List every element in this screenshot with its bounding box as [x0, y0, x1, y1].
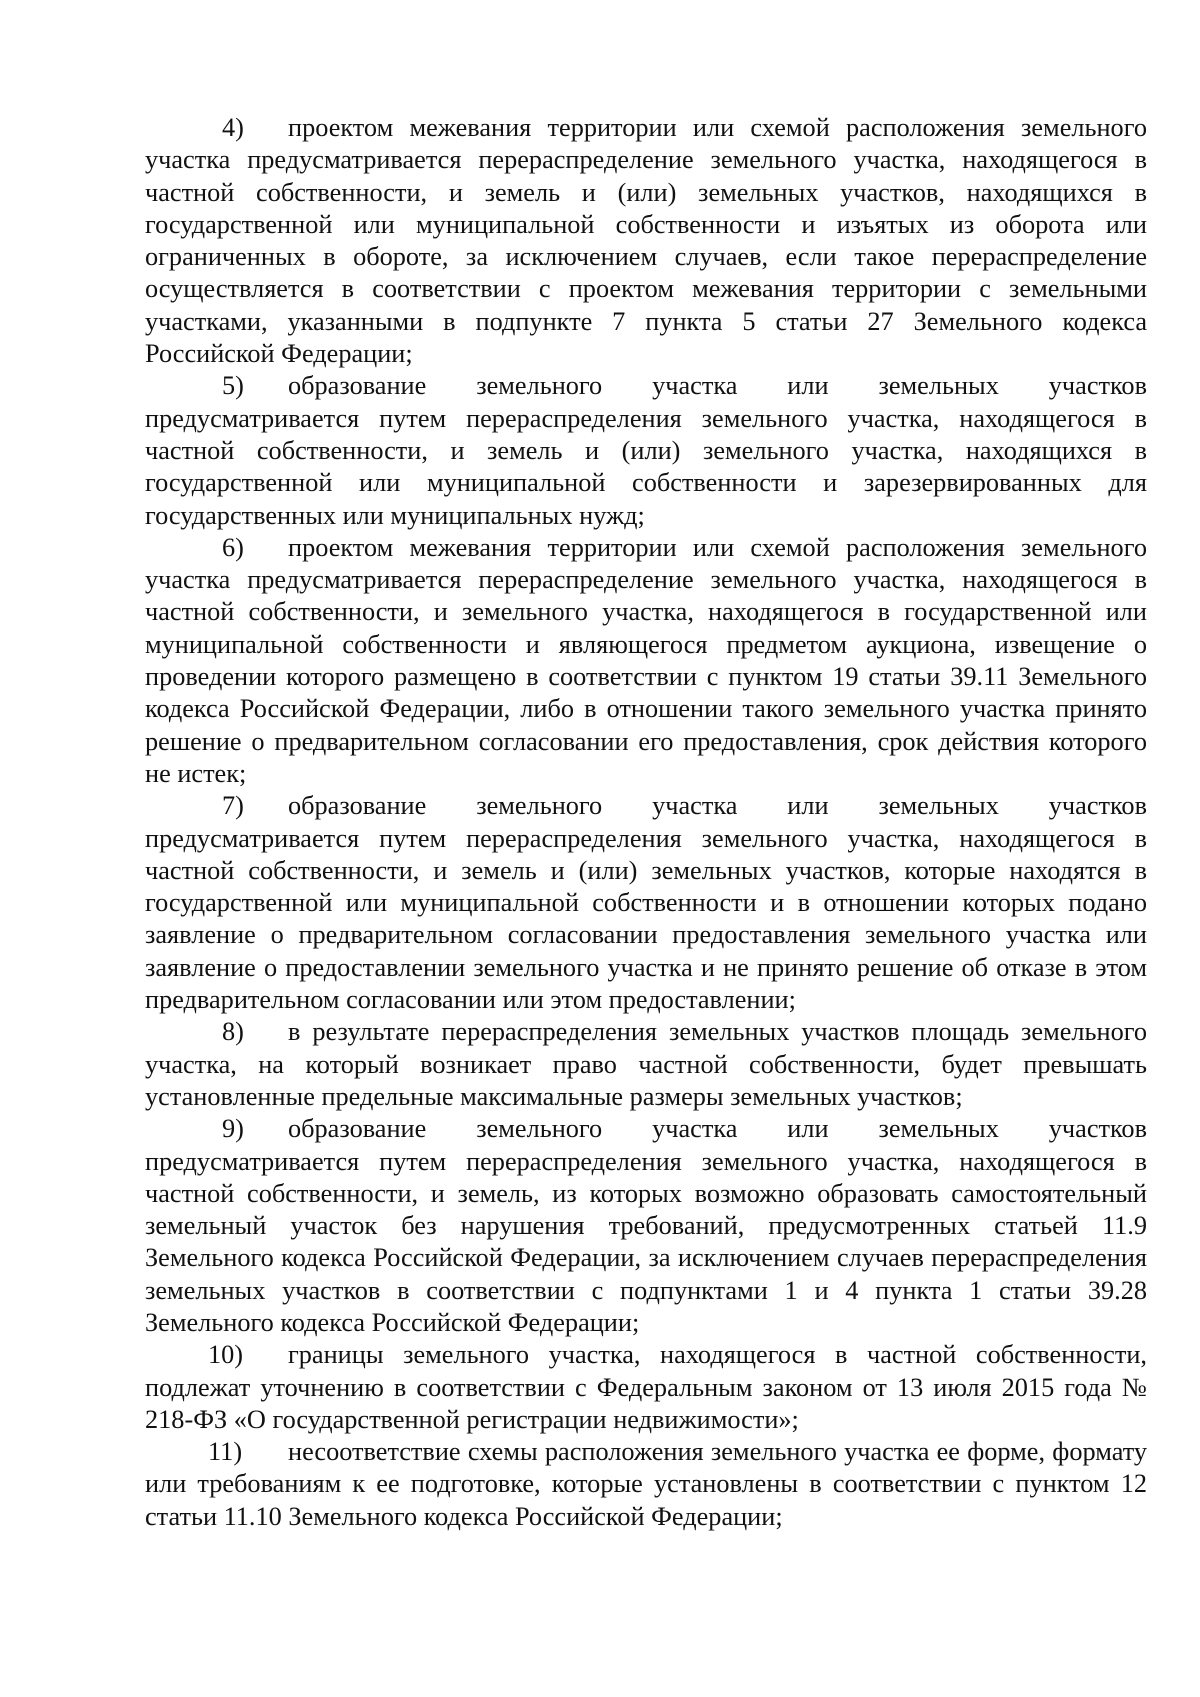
item-text: образование земельного участка или земельных участков предусматривается путем перераспределения земельного участка, находящегося в частной собственности, и земель и (или) земельного участка, находящихся в государственной или муниципальной собственности и зарезервированных для государственных или муниципальных нужд;: [145, 371, 1147, 530]
list-item-9: [145, 1113, 1147, 1339]
list-item-5: [145, 370, 1147, 531]
item-text: проектом межевания территории или схемой расположения земельного участка предусматривается перераспределение земельного участка, находящегося в частной собственности, и земельного участка, находящегося в государственной или муниципальной собственности и являющегося предметом аукциона, извещение о проведении которого размещено в соответствии с пунктом 19 статьи 39.11 Земельного кодекса Российской Федерации, либо в отношении такого земельного участка принято решение о предварительном согласовании его предоставления, срок действия которого не истек;: [145, 532, 1147, 788]
item-number: 8): [222, 1017, 244, 1047]
list-item-4: [145, 112, 1147, 370]
item-text: границы земельного участка, находящегося в частной собственности, подлежат уточнению в соответствии с Федеральным законом от 13 июля 2015 года № 218-ФЗ «О государственной регистрации недвижимости»;: [145, 1340, 1147, 1434]
item-number: 11): [208, 1437, 243, 1467]
item-number: 6): [222, 532, 244, 562]
list-item-6: [145, 532, 1147, 790]
item-number: 9): [222, 1114, 244, 1144]
item-number: 4): [222, 113, 244, 142]
item-number: 5): [222, 371, 244, 401]
list-item-10: [145, 1339, 1147, 1436]
list-item-7: [145, 790, 1147, 1016]
item-text: в результате перераспределения земельных участков площадь земельного участка, на который возникает право частной собственности, будет превышать установленные предельные максимальные размеры земельных участков;: [145, 1017, 1147, 1111]
item-text: образование земельного участка или земельных участков предусматривается путем перераспределения земельного участка, находящегося в частной собственности, и земель, из которых возможно образовать самостоятельный земельный участок без нарушения требований, предусмотренных статьей 11.9 Земельного кодекса Российской Федерации, за исключением случаев перераспределения земельных участков в соответствии с подпунктами 1 и 4 пункта 1 статьи 39.28 Земельного кодекса Российской Федерации;: [145, 1114, 1147, 1337]
list-item-8: [145, 1016, 1147, 1113]
list-item-11: [145, 1436, 1147, 1533]
item-number: 10): [208, 1340, 244, 1370]
document-page: [145, 112, 1147, 1533]
item-text: несоответствие схемы расположения земельного участка ее форме, формату или требованиям к ее подготовке, которые установлены в соответствии с пунктом 12 статьи 11.10 Земельного кодекса Российской Федерации;: [145, 1437, 1147, 1531]
item-number: 7): [222, 791, 244, 821]
item-text: образование земельного участка или земельных участков предусматривается путем перераспределения земельного участка, находящегося в частной собственности, и земель и (или) земельных участков, которые находятся в государственной или муниципальной собственности и в отношении которых подано заявление о предварительном согласовании предоставления земельного участка или заявление о предоставлении земельного участка и не принято решение об отказе в этом предварительном согласовании или этом предоставлении;: [145, 791, 1147, 1015]
item-text: проектом межевания территории или схемой расположения земельного участка предусматривается перераспределение земельного участка, находящегося в частной собственности, и земель и (или) земельных участков, находящихся в государственной или муниципальной собственности и изъятых из оборота или ограниченных в обороте, за исключением случаев, если такое перераспределение осуществляется в соответствии с проектом межевания территории с земельными участками, указанными в подпункте 7 пункта 5 статьи 27 Земельного кодекса Российской Федерации;: [145, 113, 1147, 369]
